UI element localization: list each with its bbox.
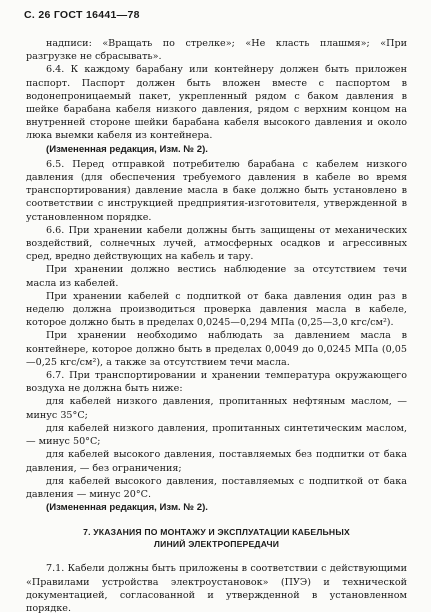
section-7-heading — [26, 526, 407, 550]
paragraph-low-pressure-oil: для кабелей низкого давления, пропитанных нефтяным маслом, — минус 35°С; — [26, 396, 407, 421]
paragraph-marking-text: надписи: «Вращать по стрелке»; «Не класть плашмя»; «При разгрузке не сбрасывать». — [26, 38, 407, 63]
paragraph-pressure-check: При хранении кабелей с подпиткой от бака давления один раз в неделю должна производиться проверка давления масла в кабеле, которое должно быть в пределах 0,0245—0,294 МПа (0,25—3,0 кгс/см²). — [26, 290, 407, 329]
paragraph-oil-leak-observation: При хранении должно вестись наблюдение за отсутствием течи масла из кабелей. — [26, 264, 407, 289]
paragraph-6-4: 6.4. К каждому барабану или контейнеру должен быть приложен паспорт. Паспорт должен быть вложен вместе с паспортом в водонепроницаемый пакет, укрепленный рядом с баком давления в шейке барабана кабеля низкого давления, рядом с верхним концом на внутренней стороне шейки барабана кабеля высокого давления и около люка выемки кабеля из контейнера. — [26, 64, 407, 142]
paragraph-high-pressure-no-feed: для кабелей высокого давления, поставляемых без подпитки от бака давления, — без ограничения; — [26, 449, 407, 474]
paragraph-6-7: 6.7. При транспортировании и хранении температура окружающего воздуха не должна быть ниже: — [26, 370, 407, 395]
paragraph-6-6: 6.6. При хранении кабели должны быть защищены от механических воздействий, солнечных лучей, атмосферных осадков и агрессивных сред, вредно действующих на кабель и тару. — [26, 224, 407, 263]
page-header: С. 26 ГОСТ 16441—78 — [24, 9, 140, 21]
paragraph-high-pressure-feed: для кабелей высокого давления, поставляемых с подпиткой от бака давления — минус 20°С. — [26, 475, 407, 500]
page-content — [26, 37, 407, 615]
paragraph-7-1: 7.1. Кабели должны быть приложены в соответствии с действующими «Правилами устройства электроустановок» (ПУЭ) и технической документацией, согласованной и утвержденной в установленном порядке. — [26, 563, 407, 614]
paragraph-6-5: 6.5. Перед отправкой потребителю барабана с кабелем низкого давления (для обеспечения требуемого давления в кабеле во время транспортирования) давление масла в баке должно быть установлено в соответствии с инструкцией предприятия-изготовителя, утвержденной в установленном порядке. — [26, 158, 407, 223]
paragraph-container-pressure: При хранении необходимо наблюдать за давлением масла в контейнере, которое должно быть в пределах 0,0049 до 0,0245 МПа (0,05—0,25 кгс/см²), а также за отсутствием течи масла. — [26, 330, 407, 368]
section-heading-line: 7. УКАЗАНИЯ ПО МОНТАЖУ И ЭКСПЛУАТАЦИИ КАБЕЛЬНЫХ — [83, 527, 350, 538]
amendment-note: (Измененная редакция, Изм. № 2). — [46, 502, 208, 514]
section-heading-line: ЛИНИЙ ЭЛЕКТРОПЕРЕДАЧИ — [153, 539, 280, 550]
amendment-note: (Измененная редакция, Изм. № 2). — [46, 143, 208, 155]
paragraph-low-pressure-synthetic: для кабелей низкого давления, пропитанных синтетическим маслом, — минус 50°С; — [26, 422, 407, 448]
